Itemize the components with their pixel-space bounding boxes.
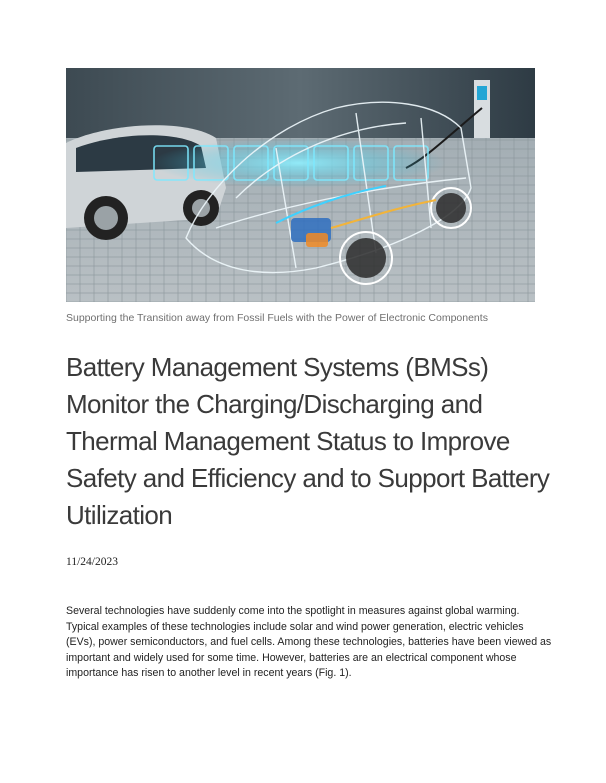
publish-date: 11/24/2023	[66, 556, 118, 568]
image-caption: Supporting the Transition away from Fossil Fuels with the Power of Electronic Components	[66, 312, 488, 324]
article-title: Battery Management Systems (BMSs) Monitor the Charging/Discharging and Thermal Management Status to Improve Safety and Efficiency and to Support Battery Utilization	[66, 352, 550, 530]
article-body: Several technologies have suddenly come into the spotlight in measures against global warming. Typical examples of these technologies include solar and wind power generation, electric vehicles (EVs), power semiconductors, and fuel cells. Among these technologies, batteries have been viewed as important and widely used for some time. However, batteries are an electrical component whose importance has risen to another level in recent years (Fig. 1).	[66, 605, 552, 680]
hero-image	[66, 68, 535, 302]
